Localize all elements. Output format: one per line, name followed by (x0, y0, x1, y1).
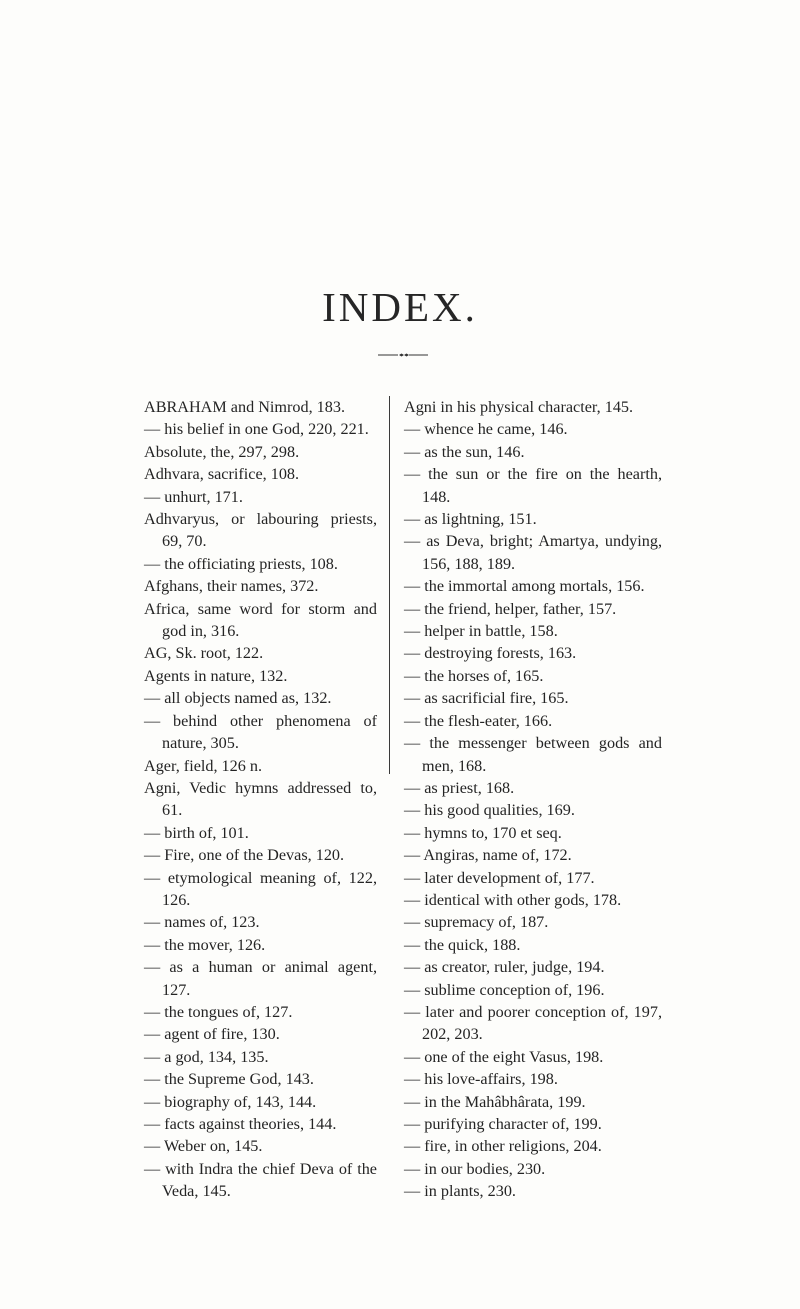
index-entry: — the mover, 126. (144, 935, 266, 954)
index-entry: — whence he came, 146. (404, 420, 568, 439)
index-entry: — etymological meaning of, 122, 126. (144, 868, 377, 909)
index-entry: — all objects named as, 132. (144, 689, 332, 708)
column-divider (389, 396, 390, 774)
index-entry: — as a human or animal agent, 127. (144, 958, 377, 999)
index-entry: ABRAHAM and Nimrod, 183. (144, 398, 345, 416)
index-entry: — facts against theories, 144. (144, 1115, 337, 1133)
index-entry: — as lightning, 151. (404, 510, 537, 529)
index-entry: — destroying forests, 163. (404, 644, 577, 663)
index-entry: — the tongues of, 127. (144, 1002, 293, 1021)
index-entry: — as priest, 168. (404, 778, 515, 797)
index-entry: — sublime conception of, 196. (404, 980, 605, 999)
index-entry: — Angiras, name of, 172. (404, 846, 572, 865)
index-entry: — Weber on, 145. (144, 1137, 263, 1156)
index-entry: — fire, in other religions, 204. (404, 1137, 602, 1156)
index-entry: Adhvaryus, or labouring priests, 69, 70. (144, 510, 377, 551)
index-entry: — in plants, 230. (404, 1182, 516, 1201)
index-entry: Ager, field, 126 n. (144, 756, 263, 775)
index-entry: — later development of, 177. (404, 868, 595, 887)
index-entry: — identical with other gods, 178. (404, 890, 622, 909)
divider-ornament-icon (378, 353, 428, 357)
page-title: INDEX. (322, 284, 478, 330)
index-entry: — the sun or the fire on the hearth, 148. (404, 465, 662, 506)
index-entry: — the Supreme God, 143. (144, 1070, 314, 1089)
index-entry: — the flesh-eater, 166. (404, 711, 553, 730)
index-entry: — the messenger between gods and men, 168. (404, 734, 662, 775)
index-entry: Africa, same word for storm and god in, 316. (144, 599, 377, 641)
index-entry: — unhurt, 171. (144, 487, 243, 506)
index-entry: — birth of, 101. (144, 823, 249, 842)
index-entry: — hymns to, 170 et seq. (404, 823, 562, 842)
index-entry: — as the sun, 146. (404, 442, 525, 461)
index-entry: — as sacrificial fire, 165. (404, 689, 569, 708)
index-entry: — supremacy of, 187. (404, 913, 549, 932)
index-entry: — his love-affairs, 198. (404, 1070, 558, 1089)
index-entry: — purifying character of, 199. (404, 1115, 602, 1133)
index-entry: — the officiating priests, 108. (144, 554, 338, 573)
index-entry: — later and poorer conception of, 197, 202, 203. (404, 1002, 662, 1044)
index-entry: Agents in nature, 132. (144, 666, 288, 685)
index-entry: Agni, Vedic hymns addressed to, 61. (144, 778, 377, 820)
index-entry: Adhvara, sacrifice, 108. (144, 465, 300, 484)
index-entry: — with Indra the chief Deva of the Veda, 145. (144, 1159, 377, 1201)
index-entry: — Fire, one of the Devas, 120. (144, 846, 345, 865)
index-entry: — behind other phenomena of nature, 305. (144, 711, 377, 753)
index-column-right (404, 396, 662, 1203)
index-entry: — the horses of, 165. (404, 666, 544, 685)
index-entry: Absolute, the, 297, 298. (144, 442, 300, 461)
index-entry: — the quick, 188. (404, 935, 521, 954)
index-entry: — agent of fire, 130. (144, 1025, 280, 1044)
index-entry: — his belief in one God, 220, 221. (144, 420, 369, 439)
index-entry: — his good qualities, 169. (404, 801, 575, 820)
index-entry: — as Deva, bright; Amartya, undying, 156, 188, 189. (404, 532, 662, 573)
index-entry: — biography of, 143, 144. (144, 1092, 317, 1111)
index-entry: — one of the eight Vasus, 198. (404, 1047, 604, 1066)
index-entry: Agni in his physical character, 145. (404, 398, 634, 416)
index-entry: Afghans, their names, 372. (144, 577, 319, 596)
index-entry: — in the Mahâbhârata, 199. (404, 1092, 586, 1111)
index-column-left (144, 396, 377, 1203)
index-entry: AG, Sk. root, 122. (144, 644, 264, 663)
index-entry: — in our bodies, 230. (404, 1159, 546, 1178)
index-entry: — the friend, helper, father, 157. (404, 599, 617, 618)
index-entry: — a god, 134, 135. (144, 1047, 269, 1066)
index-entry: — the immortal among mortals, 156. (404, 577, 645, 596)
index-entry: — names of, 123. (144, 913, 260, 932)
index-entry: — as creator, ruler, judge, 194. (404, 958, 605, 977)
index-entry: — helper in battle, 158. (404, 622, 558, 641)
